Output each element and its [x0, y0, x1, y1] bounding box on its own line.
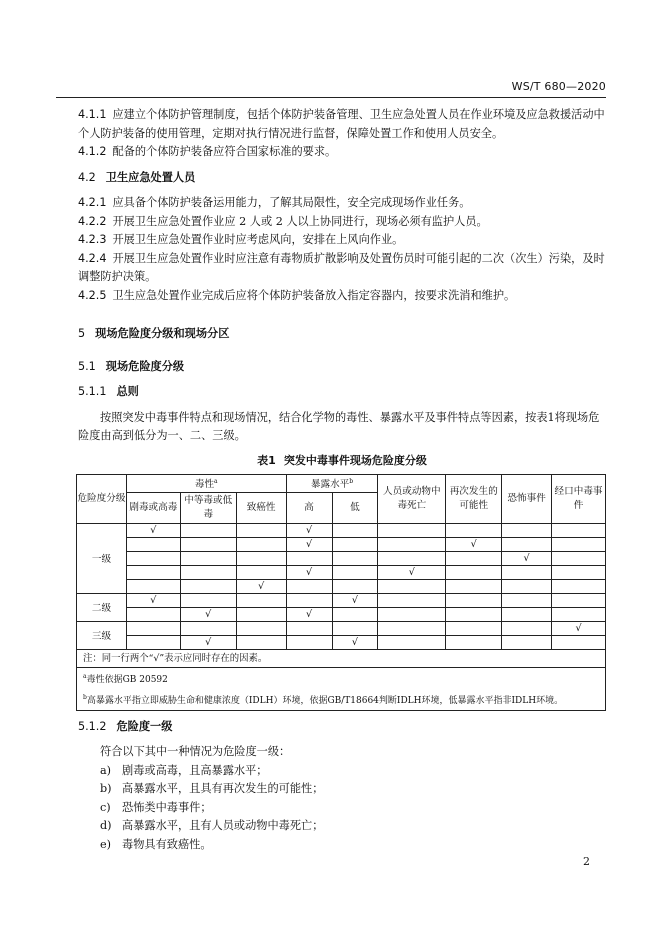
- check-mark: √: [180, 607, 236, 621]
- clause-4-2-2: [78, 213, 606, 232]
- clause-text: 开展卫生应急处置作业时应考虑风向，安排在上风向作业。: [112, 233, 404, 246]
- heading-title: 现场危险度分级: [105, 359, 185, 373]
- heading-number: 5.1.2: [78, 719, 107, 733]
- document-body: [78, 106, 606, 854]
- clause-4-2-4: [78, 250, 606, 287]
- clause-4-1-1: [78, 106, 606, 143]
- table-note: 注：同一行两个“√”表示应同时存在的因素。: [77, 649, 606, 667]
- col-level-header: 危险度分级: [77, 474, 127, 523]
- heading-number: 5: [78, 327, 86, 340]
- clause-text: 开展卫生应急处置作业应 2 人或 2 人以上协同进行，现场必须有监护人员。: [112, 214, 488, 228]
- col-toxicity-header: 毒性$^a$: [126, 474, 286, 492]
- heading-4-2: [78, 169, 606, 188]
- col-death-header: 人员或动物中毒死亡: [378, 474, 446, 523]
- heading-number: 4.2: [78, 170, 96, 184]
- check-mark: √: [332, 593, 378, 607]
- clause-text: 应建立个体防护管理制度，包括个体防护装备管理、卫生应急处置人员在作业环境及应急救援活动中个人防护装备的使用管理，定期对执行情况进行监督，保障处置工作和使用人员安全。: [78, 108, 605, 140]
- list-item: c) 恐怖类中毒事件；: [100, 800, 212, 814]
- clause-number: 4.1.1: [78, 108, 107, 121]
- check-mark: √: [378, 565, 446, 579]
- check-mark: √: [502, 551, 552, 565]
- sub-moderate-low: 中等毒或低毒: [180, 492, 236, 523]
- level-3-cell: 三级: [77, 621, 127, 649]
- check-mark: √: [552, 621, 606, 635]
- heading-5: [78, 325, 606, 344]
- check-mark: √: [236, 579, 286, 593]
- table-row: [77, 621, 606, 635]
- heading-title: 总则: [116, 385, 139, 398]
- clause-4-1-2: [78, 143, 606, 162]
- sub-high: 高: [286, 492, 332, 523]
- table-caption: [78, 452, 606, 468]
- col-recur-header: 再次发生的可能性: [446, 474, 502, 523]
- table-row: [77, 523, 606, 537]
- clause-4-2-3: [78, 231, 606, 250]
- table-number: 表1: [257, 453, 276, 467]
- page-number: 2: [583, 855, 590, 868]
- level-2-cell: 二级: [77, 593, 127, 621]
- clause-number: 4.2.3: [78, 233, 107, 246]
- sub-carcinogenic: 致癌性: [236, 492, 286, 523]
- check-mark: √: [180, 635, 236, 649]
- sub-highly-toxic: 剧毒或高毒: [126, 492, 180, 523]
- table-row: [77, 607, 606, 621]
- clause-4-2-5: [78, 287, 606, 306]
- check-mark: √: [332, 635, 378, 649]
- footnote-b: $^b$高暴露水平指立即威胁生命和健康浓度（IDLH）环境，依据GB/T18664判断IDLH环境，低暴露水平指非IDLH环境。: [77, 689, 606, 711]
- list-item: e) 毒物具有致癌性。: [100, 837, 212, 851]
- clause-text: 应具备个体防护装备运用能力，了解其局限性，安全完成现场作业任务。: [112, 196, 471, 209]
- list-item: d) 高暴露水平，且有人员或动物中毒死亡；: [100, 819, 324, 833]
- heading-title: 卫生应急处置人员: [105, 170, 196, 184]
- level1-intro: 符合以下其中一种情况为危险度一级：: [100, 745, 291, 759]
- table-row: [77, 537, 606, 551]
- clause-number: 4.2.5: [78, 288, 107, 302]
- header-rule: [56, 97, 606, 98]
- col-terror-header: 恐怖事件: [502, 474, 552, 523]
- clause-text: 卫生应急处置作业完成后应将个体防护装备放入指定容器内，按要求洗消和维护。: [112, 288, 516, 302]
- clause-number: 4.1.2: [78, 145, 107, 158]
- col-exposure-header: 暴露水平$^b$: [286, 474, 378, 492]
- level1-criteria-list: [78, 762, 606, 855]
- standard-code: WS/T 680—2020: [511, 80, 606, 93]
- footnote-ref: a: [214, 477, 218, 485]
- level-1-cell: 一级: [77, 523, 127, 593]
- clause-number: 4.2.1: [78, 196, 107, 209]
- heading-5-1-1: [78, 383, 606, 402]
- clause-number: 4.2.4: [78, 251, 107, 265]
- heading-title: 危险度一级: [116, 719, 173, 733]
- list-item: b) 高暴露水平，且具有再次发生的可能性；: [100, 782, 324, 796]
- check-mark: √: [126, 523, 180, 537]
- heading-number: 5.1.1: [78, 385, 107, 398]
- check-mark: √: [286, 537, 332, 551]
- heading-number: 5.1: [78, 359, 96, 373]
- table-title: 突发中毒事件现场危险度分级: [283, 453, 427, 467]
- general-paragraph: 按照突发中毒事件特点和现场情况，结合化学物的毒性、暴露水平及事件特点等因素，按表1将现场危险度由高到低分为一、二、三级。: [78, 410, 600, 442]
- check-mark: √: [286, 607, 332, 621]
- clause-text: 开展卫生应急处置作业时应注意有毒物质扩散影响及处置伤员时可能引起的二次（次生）污染，及时调整防护决策。: [78, 251, 605, 283]
- table-row: [77, 635, 606, 649]
- clause-4-2-1: [78, 194, 606, 213]
- col-oral-header: 经口中毒事件: [552, 474, 606, 523]
- table-row: [77, 551, 606, 565]
- heading-5-1-2: [78, 718, 606, 737]
- check-mark: √: [126, 593, 180, 607]
- footnote-ref: b: [349, 477, 354, 485]
- table-row: [77, 579, 606, 593]
- risk-level-table: [76, 474, 606, 711]
- heading-5-1: [78, 358, 606, 377]
- check-mark: √: [286, 565, 332, 579]
- list-item: a) 剧毒或高毒，且高暴露水平；: [100, 763, 268, 777]
- check-mark: √: [286, 523, 332, 537]
- heading-title: 现场危险度分级和现场分区: [95, 327, 230, 340]
- clause-number: 4.2.2: [78, 214, 107, 228]
- footnote-a: $^a$毒性依据GB 20592: [77, 667, 606, 689]
- table-row: [77, 565, 606, 579]
- sub-low: 低: [332, 492, 378, 523]
- check-mark: √: [446, 537, 502, 551]
- clause-text: 配备的个体防护装备应符合国家标准的要求。: [112, 145, 337, 158]
- table-row: [77, 593, 606, 607]
